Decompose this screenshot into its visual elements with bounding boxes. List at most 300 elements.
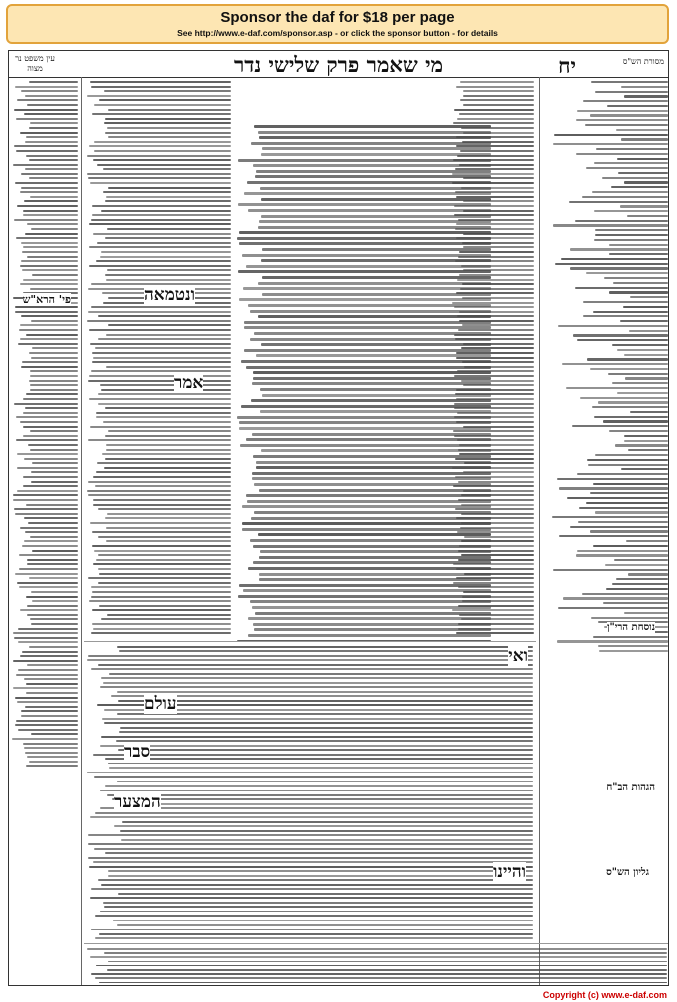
- text-line: [23, 214, 78, 216]
- text-line: [250, 539, 491, 542]
- text-line: [22, 361, 78, 363]
- text-line: [248, 617, 491, 620]
- text-line: [595, 454, 668, 456]
- text-line: [577, 339, 668, 341]
- text-line: [93, 563, 231, 565]
- footnotes: [84, 943, 669, 986]
- text-line: [624, 95, 668, 97]
- text-line: [256, 466, 491, 469]
- text-line: [96, 412, 231, 414]
- text-line: [15, 306, 78, 308]
- text-line: [104, 906, 533, 908]
- text-line: [15, 513, 78, 515]
- text-line: [95, 937, 533, 939]
- text-line: [27, 563, 78, 565]
- text-line: [20, 338, 78, 340]
- text-line: [98, 393, 231, 395]
- masoret-hashas-heading: מסורת הש"ס: [622, 57, 664, 66]
- text-line: [621, 138, 668, 140]
- text-line: [609, 244, 668, 246]
- text-line: [90, 956, 667, 958]
- text-line: [27, 104, 78, 106]
- text-line: [24, 678, 78, 680]
- text-line: [25, 706, 78, 708]
- text-line: [105, 458, 231, 460]
- text-line: [98, 403, 231, 405]
- text-line: [248, 567, 491, 570]
- text-line: [602, 177, 668, 179]
- sponsor-subtitle[interactable]: See http://www.e-daf.com/sponsor.asp - or click the sponsor button - for details: [177, 28, 498, 38]
- text-line: [30, 370, 78, 372]
- text-line: [100, 745, 533, 747]
- gilyon-label: גליון הש"ס: [606, 867, 649, 878]
- text-line: [256, 461, 491, 464]
- text-line: [250, 310, 491, 313]
- text-line: [577, 550, 668, 552]
- text-line: [620, 205, 669, 207]
- text-line: [23, 485, 78, 487]
- text-line: [105, 852, 533, 854]
- text-line: [100, 686, 534, 688]
- text-line: [569, 201, 668, 203]
- text-line: [122, 821, 533, 823]
- text-line: [259, 556, 491, 559]
- text-line: [237, 237, 491, 240]
- text-line: [93, 504, 231, 506]
- text-line: [572, 425, 668, 427]
- text-line: [20, 421, 78, 423]
- text-line: [259, 220, 491, 223]
- text-line: [88, 655, 533, 657]
- hagahot-label: הגהות הב"ח: [606, 782, 655, 793]
- text-line: [108, 430, 231, 432]
- text-line: [17, 205, 78, 207]
- text-line: [118, 700, 533, 702]
- text-line: [624, 181, 668, 183]
- text-line: [96, 260, 231, 262]
- text-line: [15, 311, 78, 313]
- text-line: [93, 628, 231, 630]
- text-line: [94, 141, 231, 143]
- text-line: [88, 494, 231, 496]
- text-line: [624, 435, 668, 437]
- text-line: [17, 453, 78, 455]
- text-line: [105, 407, 231, 409]
- text-line: [26, 334, 78, 336]
- text-line: [620, 320, 668, 322]
- text-line: [625, 377, 668, 379]
- text-line: [239, 242, 491, 245]
- text-line: [253, 164, 491, 167]
- folio-number: יח: [558, 53, 576, 78]
- text-line: [13, 687, 78, 689]
- text-line: [87, 772, 533, 774]
- text-line: [19, 568, 78, 570]
- text-line: [255, 175, 491, 178]
- text-line: [89, 375, 231, 377]
- text-line: [87, 95, 231, 97]
- text-line: [96, 559, 231, 561]
- text-line: [22, 651, 78, 653]
- text-line: [30, 449, 78, 451]
- text-line: [253, 455, 491, 458]
- text-line: [29, 81, 78, 83]
- text-line: [250, 600, 491, 603]
- text-line: [31, 481, 78, 483]
- text-line: [24, 517, 78, 519]
- text-line: [117, 646, 533, 648]
- text-line: [98, 582, 231, 584]
- text-line: [88, 834, 533, 836]
- text-line: [604, 277, 668, 279]
- text-line: [109, 673, 533, 675]
- text-line: [30, 389, 78, 391]
- text-line: [29, 577, 78, 579]
- text-line: [624, 440, 668, 442]
- text-line: [576, 153, 668, 155]
- text-line: [91, 929, 533, 931]
- text-line: [93, 357, 231, 359]
- text-line: [31, 471, 78, 473]
- text-line: [92, 113, 231, 115]
- text-line: [254, 483, 491, 486]
- text-line: [13, 494, 78, 496]
- text-line: [105, 118, 231, 120]
- text-line: [23, 279, 78, 281]
- text-line: [255, 612, 491, 615]
- text-line: [14, 145, 78, 147]
- text-line: [463, 95, 534, 97]
- text-line: [107, 513, 231, 515]
- text-line: [19, 586, 78, 588]
- keyword-4: עולם: [144, 694, 177, 714]
- text-line: [603, 420, 668, 422]
- text-line: [30, 375, 78, 377]
- text-line: [32, 600, 78, 602]
- text-line: [579, 507, 668, 509]
- text-line: [98, 879, 533, 881]
- text-line: [627, 215, 668, 217]
- text-line: [258, 131, 491, 134]
- text-line: [30, 430, 78, 432]
- text-line: [241, 360, 491, 363]
- text-line: [29, 646, 78, 648]
- text-line: [30, 288, 78, 290]
- text-line: [244, 321, 491, 324]
- text-line: [25, 233, 78, 235]
- text-line: [587, 459, 668, 461]
- page-header: [9, 51, 668, 78]
- text-line: [93, 159, 231, 161]
- text-line: [575, 220, 668, 222]
- text-line: [20, 655, 78, 657]
- text-line: [609, 430, 668, 432]
- rosh-column: [9, 77, 82, 986]
- text-line: [31, 591, 78, 593]
- text-line: [595, 229, 668, 231]
- text-line: [18, 641, 78, 643]
- text-line: [253, 623, 491, 626]
- text-line: [596, 148, 668, 150]
- text-line: [88, 380, 231, 382]
- text-line: [92, 352, 231, 354]
- text-line: [238, 595, 491, 598]
- text-line: [98, 536, 231, 538]
- text-line: [120, 727, 533, 729]
- text-line: [262, 248, 491, 251]
- text-line: [23, 476, 78, 478]
- masoret-column: [539, 77, 669, 986]
- text-line: [23, 210, 78, 212]
- text-line: [93, 233, 231, 235]
- text-line: [99, 573, 231, 575]
- text-line: [92, 591, 231, 593]
- text-line: [617, 392, 668, 394]
- text-line: [98, 554, 231, 556]
- text-line: [246, 265, 491, 268]
- text-line: [16, 439, 78, 441]
- text-line: [94, 104, 231, 106]
- text-line: [100, 384, 231, 386]
- text-line: [87, 659, 533, 661]
- text-line: [106, 366, 231, 368]
- text-line: [91, 632, 231, 634]
- text-line: [580, 397, 668, 399]
- text-line: [463, 104, 534, 106]
- sponsor-banner[interactable]: [6, 4, 669, 44]
- text-line: [99, 982, 667, 984]
- text-line: [89, 329, 231, 331]
- text-line: [115, 803, 533, 805]
- text-line: [559, 535, 668, 537]
- text-line: [250, 338, 491, 341]
- text-line: [617, 349, 668, 351]
- text-line: [93, 476, 231, 478]
- text-line: [605, 564, 668, 566]
- text-line: [570, 267, 668, 269]
- text-line: [251, 142, 491, 145]
- text-line: [88, 311, 231, 313]
- text-line: [121, 839, 533, 841]
- text-line: [27, 756, 78, 758]
- text-line: [592, 406, 668, 408]
- text-line: [13, 164, 78, 166]
- text-line: [248, 209, 491, 212]
- text-line: [112, 798, 533, 800]
- text-line: [96, 416, 231, 418]
- text-line: [26, 136, 78, 138]
- text-line: [14, 219, 78, 221]
- text-line: [15, 697, 78, 699]
- text-line: [23, 743, 79, 745]
- text-line: [87, 948, 667, 950]
- text-line: [91, 86, 231, 88]
- text-line: [624, 354, 668, 356]
- text-line: [241, 405, 491, 408]
- text-line: [239, 421, 491, 424]
- text-line: [31, 357, 78, 359]
- text-line: [90, 343, 231, 345]
- keyword-2: אמר: [174, 373, 204, 393]
- text-line: [454, 109, 534, 111]
- text-line: [19, 554, 78, 556]
- text-line: [594, 239, 668, 241]
- text-line: [256, 170, 491, 173]
- text-line: [25, 752, 78, 754]
- text-line: [253, 371, 491, 374]
- text-line: [22, 545, 78, 547]
- copyright-notice[interactable]: Copyright (c) www.e-daf.com: [542, 990, 667, 1000]
- text-line: [617, 158, 668, 160]
- text-line: [12, 738, 78, 740]
- text-line: [101, 210, 231, 212]
- text-line: [95, 485, 231, 487]
- text-line: [87, 490, 231, 492]
- text-line: [259, 578, 491, 581]
- text-line: [92, 609, 231, 611]
- text-line: [246, 366, 491, 369]
- text-line: [16, 416, 78, 418]
- text-line: [88, 439, 231, 441]
- text-line: [18, 628, 78, 630]
- text-line: [582, 196, 669, 198]
- text-line: [258, 282, 491, 285]
- text-line: [89, 600, 231, 602]
- text-line: [101, 677, 533, 679]
- text-line: [117, 713, 533, 715]
- text-line: [16, 237, 78, 239]
- text-line: [612, 583, 668, 585]
- text-line: [260, 410, 491, 413]
- text-line: [20, 132, 78, 134]
- text-line: [29, 177, 78, 179]
- text-line: [100, 911, 534, 913]
- keyword-5: סבר: [124, 742, 151, 762]
- text-line: [103, 682, 533, 684]
- text-line: [239, 584, 491, 587]
- text-line: [14, 637, 78, 639]
- text-line: [106, 527, 231, 529]
- text-line: [609, 291, 668, 293]
- text-line: [17, 467, 78, 469]
- text-line: [98, 315, 231, 317]
- text-line: [106, 444, 231, 446]
- text-line: [242, 505, 491, 508]
- text-line: [90, 426, 231, 428]
- text-line: [101, 389, 231, 391]
- text-line: [17, 490, 78, 492]
- text-line: [593, 636, 668, 638]
- text-line: [578, 521, 669, 523]
- text-line: [613, 282, 668, 284]
- text-line: [117, 924, 533, 926]
- text-line: [17, 99, 78, 101]
- text-line: [573, 334, 668, 336]
- text-line: [558, 325, 668, 327]
- text-line: [552, 516, 669, 518]
- text-line: [95, 347, 231, 349]
- text-line: [242, 522, 491, 525]
- text-line: [258, 226, 491, 229]
- text-line: [251, 517, 491, 520]
- text-line: [29, 127, 78, 129]
- text-line: [30, 122, 78, 124]
- text-line: [105, 785, 533, 787]
- text-line: [252, 382, 491, 385]
- tosafot-column: [84, 77, 234, 637]
- text-line: [586, 167, 668, 169]
- text-line: [261, 343, 491, 346]
- text-line: [559, 487, 669, 489]
- text-line: [567, 497, 669, 499]
- text-line: [593, 483, 668, 485]
- text-line: [21, 315, 78, 317]
- text-line: [90, 897, 533, 899]
- text-line: [104, 467, 231, 469]
- text-line: [88, 481, 231, 483]
- gemara-column: [234, 121, 494, 641]
- text-line: [91, 973, 667, 975]
- text-line: [594, 210, 668, 212]
- sponsor-title[interactable]: Sponsor the daf for $18 per page: [220, 9, 455, 26]
- text-line: [21, 260, 78, 262]
- text-line: [106, 334, 231, 336]
- text-line: [553, 143, 668, 145]
- text-line: [30, 384, 78, 386]
- text-line: [88, 857, 533, 859]
- text-line: [570, 248, 668, 250]
- text-line: [95, 915, 533, 917]
- text-line: [30, 618, 78, 620]
- text-line: [98, 664, 533, 666]
- text-line: [607, 105, 668, 107]
- text-line: [21, 173, 78, 175]
- text-line: [254, 511, 491, 514]
- text-line: [262, 276, 491, 279]
- text-line: [93, 499, 231, 501]
- text-line: [97, 164, 231, 166]
- text-line: [238, 203, 491, 206]
- keyword-1: ונטמאה: [144, 285, 195, 305]
- text-line: [105, 517, 231, 519]
- text-line: [593, 545, 668, 547]
- text-line: [248, 304, 491, 307]
- text-line: [99, 933, 533, 935]
- text-line: [254, 125, 491, 128]
- text-line: [88, 843, 533, 845]
- text-line: [243, 287, 491, 290]
- text-line: [92, 214, 231, 216]
- text-line: [557, 478, 668, 480]
- text-line: [27, 664, 78, 666]
- text-line: [23, 435, 78, 437]
- text-line: [630, 296, 668, 298]
- text-line: [20, 527, 78, 529]
- text-line: [14, 508, 78, 510]
- text-line: [615, 444, 668, 446]
- text-line: [16, 150, 78, 152]
- text-line: [26, 692, 78, 694]
- text-line: [31, 320, 78, 322]
- text-line: [606, 588, 668, 590]
- text-line: [98, 338, 231, 340]
- text-line: [19, 329, 78, 331]
- text-line: [101, 618, 231, 620]
- text-line: [27, 605, 78, 607]
- text-line: [96, 965, 667, 967]
- text-line: [107, 794, 533, 796]
- text-line: [24, 747, 78, 749]
